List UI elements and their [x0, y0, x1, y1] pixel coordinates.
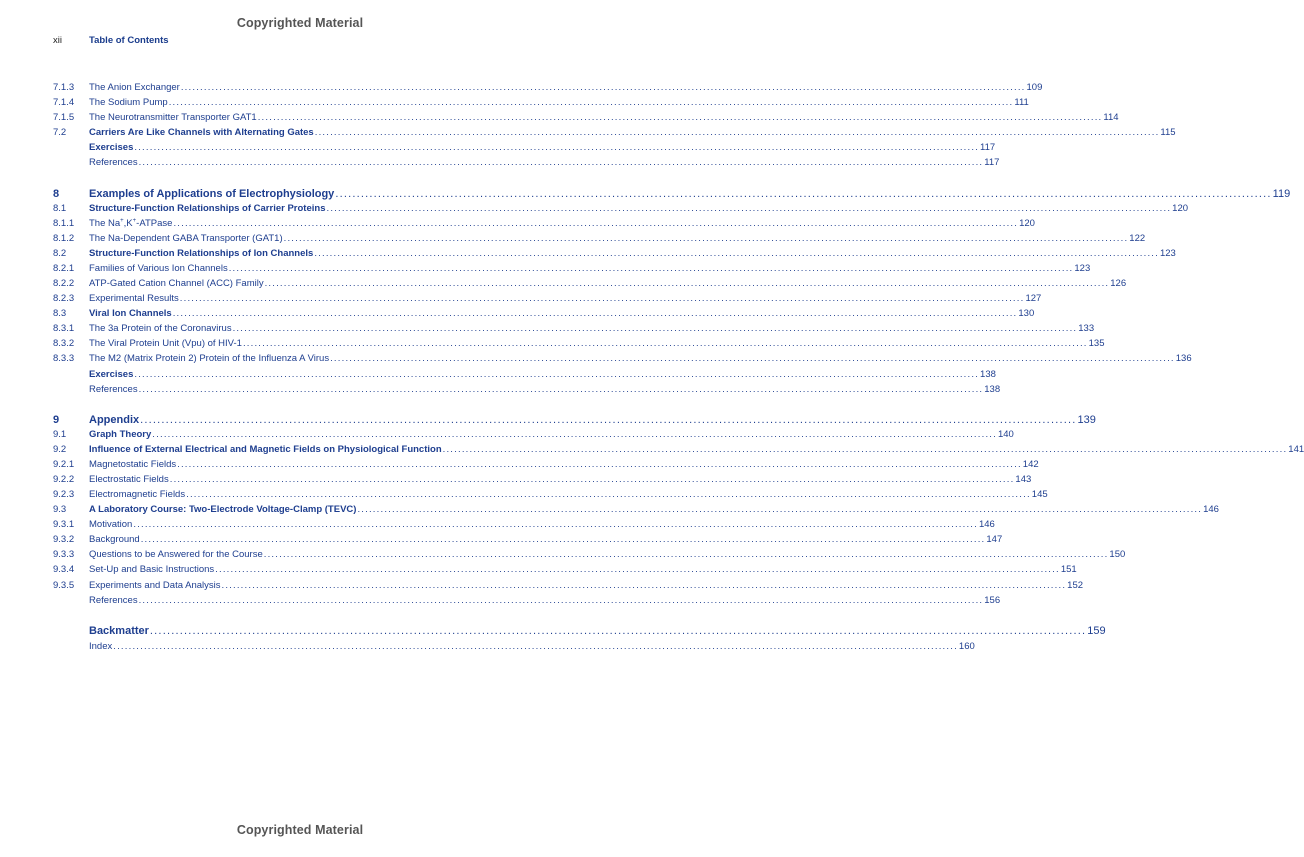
- toc-dot-leader: ............................................................................................................................................................................................................................: [215, 564, 1060, 575]
- toc-entry-title[interactable]: ATP-Gated Cation Channel (ACC) Family: [89, 278, 264, 289]
- toc-entry-number: 8.3: [53, 308, 67, 319]
- toc-entry-number: 8.3.3: [53, 353, 75, 364]
- toc-entry-page[interactable]: 135: [1088, 338, 1105, 349]
- toc-entry-title[interactable]: A Laboratory Course: Two-Electrode Voltage-Clamp (TEVC): [89, 504, 357, 515]
- toc-dot-leader: ............................................................................................................................................................................................................................: [335, 188, 1272, 200]
- toc-dot-leader: ............................................................................................................................................................................................................................: [152, 429, 997, 440]
- toc-entry-page[interactable]: 119: [1272, 188, 1291, 200]
- toc-entry-number: 7.1.4: [53, 97, 75, 108]
- toc-entry-title[interactable]: Motivation: [89, 519, 133, 530]
- toc-entry-title[interactable]: The Neurotransmitter Transporter GAT1: [89, 112, 257, 123]
- toc-entry[interactable]: [53, 81, 1043, 95]
- toc-entry-title[interactable]: References: [89, 157, 138, 168]
- toc-entry[interactable]: [53, 579, 1084, 593]
- toc-entry-number: 9.2.1: [53, 459, 75, 470]
- toc-dot-leader: ............................................................................................................................................................................................................................: [221, 580, 1067, 591]
- toc-entry-page[interactable]: 140: [997, 429, 1014, 440]
- toc-entry-number: 9.2.3: [53, 489, 75, 500]
- toc-entry-number: 8.2.1: [53, 263, 75, 274]
- toc-entry-page[interactable]: 123: [1074, 263, 1091, 274]
- toc-entry-number: 9.3.2: [53, 534, 75, 545]
- toc-entry-title[interactable]: References: [89, 595, 138, 606]
- toc-entry-number: 8.2.2: [53, 278, 75, 289]
- toc-entry-title[interactable]: Questions to be Answered for the Course: [89, 549, 263, 560]
- toc-dot-leader: ............................................................................................................................................................................................................................: [357, 504, 1203, 515]
- toc-dot-leader: ............................................................................................................................................................................................................................: [172, 308, 1018, 319]
- toc-entry-page[interactable]: 156: [984, 595, 1001, 606]
- toc-entry-page[interactable]: 126: [1110, 278, 1127, 289]
- toc-entry-number: 8.1.2: [53, 233, 75, 244]
- toc-entry[interactable]: [53, 292, 1042, 306]
- toc-entry-number: 9.2.2: [53, 474, 75, 485]
- page-number: xii: [53, 35, 62, 46]
- toc-entry-title[interactable]: The M2 (Matrix Protein 2) Protein of the Influenza A Virus: [89, 353, 330, 364]
- toc-entry[interactable]: [53, 503, 1219, 517]
- toc-dot-leader: ............................................................................................................................................................................................................................: [242, 338, 1088, 349]
- toc-entry-title[interactable]: Families of Various Ion Channels: [89, 263, 228, 274]
- toc-entry[interactable]: [53, 594, 1001, 608]
- toc-dot-leader: ............................................................................................................................................................................................................................: [180, 82, 1026, 93]
- toc-entry-title[interactable]: Structure-Function Relationships of Ion Channels: [89, 248, 314, 259]
- toc-entry-number: 9: [53, 414, 60, 426]
- toc-dot-leader: ............................................................................................................................................................................................................................: [113, 641, 958, 652]
- toc-entry-page[interactable]: 147: [986, 534, 1003, 545]
- toc-entry-page[interactable]: 133: [1078, 323, 1095, 334]
- toc-entry-number: 9.3: [53, 504, 67, 515]
- toc-entry-page[interactable]: 141: [1288, 444, 1304, 455]
- toc-entry[interactable]: [53, 232, 1146, 246]
- toc-entry[interactable]: [53, 322, 1095, 336]
- toc-entry-page[interactable]: 143: [1015, 474, 1032, 485]
- toc-entry-page[interactable]: 120: [1019, 218, 1035, 229]
- toc-entry-title[interactable]: The Na+,K+-ATPase: [89, 217, 173, 229]
- toc-entry-page[interactable]: 151: [1060, 564, 1077, 575]
- toc-dot-leader: ............................................................................................................................................................................................................................: [138, 384, 984, 395]
- toc-dot-leader: ............................................................................................................................................................................................................................: [177, 459, 1022, 470]
- toc-entry-title[interactable]: Influence of External Electrical and Magnetic Fields on Physiological Function: [89, 444, 442, 455]
- toc-dot-leader: ............................................................................................................................................................................................................................: [330, 353, 1175, 364]
- toc-dot-leader: ............................................................................................................................................................................................................................: [134, 369, 980, 380]
- toc-entry[interactable]: [53, 337, 1105, 351]
- toc-entry[interactable]: [53, 156, 1000, 170]
- toc-entry[interactable]: [53, 428, 1014, 442]
- toc-dot-leader: ............................................................................................................................................................................................................................: [168, 97, 1014, 108]
- toc-entry-title[interactable]: Background: [89, 534, 140, 545]
- toc-entry-page[interactable]: 122: [1129, 233, 1146, 244]
- toc-entry[interactable]: [53, 262, 1091, 276]
- toc-entry-title[interactable]: Viral Ion Channels: [89, 308, 172, 319]
- toc-entry[interactable]: [53, 111, 1119, 125]
- toc-dot-leader: ............................................................................................................................................................................................................................: [314, 127, 1160, 138]
- toc-entry-title[interactable]: Carriers Are Like Channels with Alternating Gates: [89, 127, 314, 138]
- toc-entry[interactable]: [53, 518, 995, 532]
- toc-entry-title[interactable]: The Sodium Pump: [89, 97, 168, 108]
- toc-entry[interactable]: [53, 96, 1029, 110]
- toc-entry-title[interactable]: Graph Theory: [89, 429, 152, 440]
- toc-entry-number: 7.2: [53, 127, 67, 138]
- toc-entry-page[interactable]: 115: [1160, 127, 1176, 138]
- toc-entry[interactable]: [53, 307, 1035, 321]
- toc-entry-title[interactable]: The Na-Dependent GABA Transporter (GAT1): [89, 233, 283, 244]
- toc-entry-page[interactable]: 109: [1026, 82, 1043, 93]
- toc-entry-title[interactable]: Experiments and Data Analysis: [89, 580, 221, 591]
- toc-dot-leader: ............................................................................................................................................................................................................................: [134, 142, 980, 153]
- toc-entry-title[interactable]: References: [89, 384, 138, 395]
- toc-entry-page[interactable]: 145: [1031, 489, 1048, 500]
- toc-entry-title[interactable]: Backmatter: [89, 625, 149, 637]
- toc-entry-page[interactable]: 127: [1025, 293, 1042, 304]
- toc-dot-leader: ............................................................................................................................................................................................................................: [179, 293, 1025, 304]
- toc-entry-number: 8.1: [53, 203, 67, 214]
- toc-entry-page[interactable]: 159: [1087, 625, 1106, 637]
- toc-dot-leader: ............................................................................................................................................................................................................................: [264, 278, 1110, 289]
- toc-entry-number: 8.3.1: [53, 323, 75, 334]
- toc-entry[interactable]: [53, 126, 1176, 140]
- toc-entry-page[interactable]: 160: [958, 641, 975, 652]
- toc-entry-number: 9.3.4: [53, 564, 75, 575]
- toc-entry-title[interactable]: The 3a Protein of the Coronavirus: [89, 323, 232, 334]
- toc-entry-title[interactable]: Electromagnetic Fields: [89, 489, 186, 500]
- toc-dot-leader: ............................................................................................................................................................................................................................: [314, 248, 1159, 259]
- toc-entry[interactable]: [53, 277, 1127, 291]
- toc-dot-leader: ............................................................................................................................................................................................................................: [257, 112, 1103, 123]
- toc-entry-title[interactable]: Examples of Applications of Electrophysiology: [89, 188, 335, 200]
- toc-dot-leader: ............................................................................................................................................................................................................................: [138, 157, 984, 168]
- toc-dot-leader: ............................................................................................................................................................................................................................: [186, 489, 1031, 500]
- toc-entry-page[interactable]: 152: [1067, 580, 1084, 591]
- toc-dot-leader: ............................................................................................................................................................................................................................: [133, 519, 978, 530]
- toc-entry-page[interactable]: 139: [1077, 414, 1096, 426]
- toc-entry-title[interactable]: Set-Up and Basic Instructions: [89, 564, 215, 575]
- toc-entry[interactable]: [53, 563, 1077, 577]
- toc-entry-title[interactable]: Exercises: [89, 369, 134, 380]
- toc-entry-page[interactable]: 146: [1203, 504, 1219, 515]
- toc-entry-number: 9.3.5: [53, 580, 75, 591]
- toc-entry-number: 9.2: [53, 444, 67, 455]
- toc-entry[interactable]: [53, 624, 1106, 638]
- toc-entry[interactable]: [53, 473, 1032, 487]
- toc-entry-number: 8: [53, 188, 60, 200]
- toc-entry-page[interactable]: 117: [980, 142, 996, 153]
- toc-entry[interactable]: [53, 383, 1001, 397]
- toc-entry[interactable]: [53, 247, 1176, 261]
- toc-dot-leader: ............................................................................................................................................................................................................................: [326, 203, 1172, 214]
- toc-entry-number: 8.1.1: [53, 218, 75, 229]
- toc-entry-title[interactable]: Exercises: [89, 142, 134, 153]
- toc-entry-title[interactable]: The Viral Protein Unit (Vpu) of HIV-1: [89, 338, 242, 349]
- toc-entry-number: 9.3.3: [53, 549, 75, 560]
- toc-entry[interactable]: [53, 443, 1304, 457]
- toc-dot-leader: ............................................................................................................................................................................................................................: [442, 444, 1288, 455]
- toc-dot-leader: ............................................................................................................................................................................................................................: [173, 218, 1019, 229]
- toc-entry-number: 7.1.3: [53, 82, 75, 93]
- toc-entry[interactable]: [53, 413, 1096, 427]
- toc-entry-title[interactable]: Electrostatic Fields: [89, 474, 169, 485]
- toc-entry[interactable]: [53, 548, 1126, 562]
- toc-dot-leader: ............................................................................................................................................................................................................................: [169, 474, 1015, 485]
- toc-entry-title[interactable]: Appendix: [89, 414, 140, 426]
- toc-entry-page[interactable]: 111: [1014, 97, 1029, 108]
- toc-entry-page[interactable]: 138: [980, 369, 996, 380]
- toc-entry-page[interactable]: 136: [1175, 353, 1192, 364]
- toc-entry-page[interactable]: 142: [1022, 459, 1039, 470]
- toc-dot-leader: ............................................................................................................................................................................................................................: [283, 233, 1129, 244]
- toc-entry-title[interactable]: Magnetostatic Fields: [89, 459, 177, 470]
- toc-entry[interactable]: [53, 352, 1192, 366]
- running-head: Table of Contents: [89, 35, 169, 46]
- toc-entry-number: 8.3.2: [53, 338, 75, 349]
- toc-entry-number: 7.1.5: [53, 112, 75, 123]
- copyright-watermark-bottom: Copyrighted Material: [236, 823, 364, 837]
- toc-entry-page[interactable]: 138: [984, 384, 1001, 395]
- toc-entry-title[interactable]: Structure-Function Relationships of Carrier Proteins: [89, 203, 326, 214]
- toc-entry[interactable]: [53, 368, 996, 382]
- toc-entry-page[interactable]: 120: [1172, 203, 1189, 214]
- toc-dot-leader: ............................................................................................................................................................................................................................: [138, 595, 984, 606]
- toc-entry-page[interactable]: 117: [984, 157, 1000, 168]
- toc-entry-page[interactable]: 150: [1109, 549, 1126, 560]
- toc-entry[interactable]: [53, 640, 975, 654]
- toc-entry-page[interactable]: 123: [1159, 248, 1176, 259]
- toc-entry[interactable]: [53, 533, 1003, 547]
- toc-dot-leader: ............................................................................................................................................................................................................................: [140, 534, 986, 545]
- toc-entry-title[interactable]: Index: [89, 641, 113, 652]
- toc-entry[interactable]: [53, 202, 1189, 216]
- toc-entry-page[interactable]: 146: [978, 519, 995, 530]
- toc-entry[interactable]: [53, 141, 996, 155]
- toc-entry-number: 9.1: [53, 429, 67, 440]
- toc-entry[interactable]: [53, 187, 1291, 201]
- copyright-watermark-top: Copyrighted Material: [236, 16, 364, 30]
- toc-dot-leader: ............................................................................................................................................................................................................................: [140, 414, 1077, 426]
- toc-entry-title[interactable]: Experimental Results: [89, 293, 179, 304]
- toc-entry[interactable]: [53, 217, 1035, 231]
- toc-entry-number: 9.3.1: [53, 519, 75, 530]
- toc-dot-leader: ............................................................................................................................................................................................................................: [149, 625, 1087, 637]
- toc-dot-leader: ............................................................................................................................................................................................................................: [263, 549, 1109, 560]
- toc-dot-leader: ............................................................................................................................................................................................................................: [232, 323, 1078, 334]
- toc-dot-leader: ............................................................................................................................................................................................................................: [228, 263, 1074, 274]
- toc-entry-title[interactable]: The Anion Exchanger: [89, 82, 180, 93]
- toc-entry-page[interactable]: 130: [1018, 308, 1035, 319]
- toc-entry[interactable]: [53, 458, 1039, 472]
- toc-entry-number: 8.2.3: [53, 293, 75, 304]
- toc-entry-page[interactable]: 114: [1103, 112, 1119, 123]
- toc-entry-number: 8.2: [53, 248, 67, 259]
- toc-entry[interactable]: [53, 488, 1048, 502]
